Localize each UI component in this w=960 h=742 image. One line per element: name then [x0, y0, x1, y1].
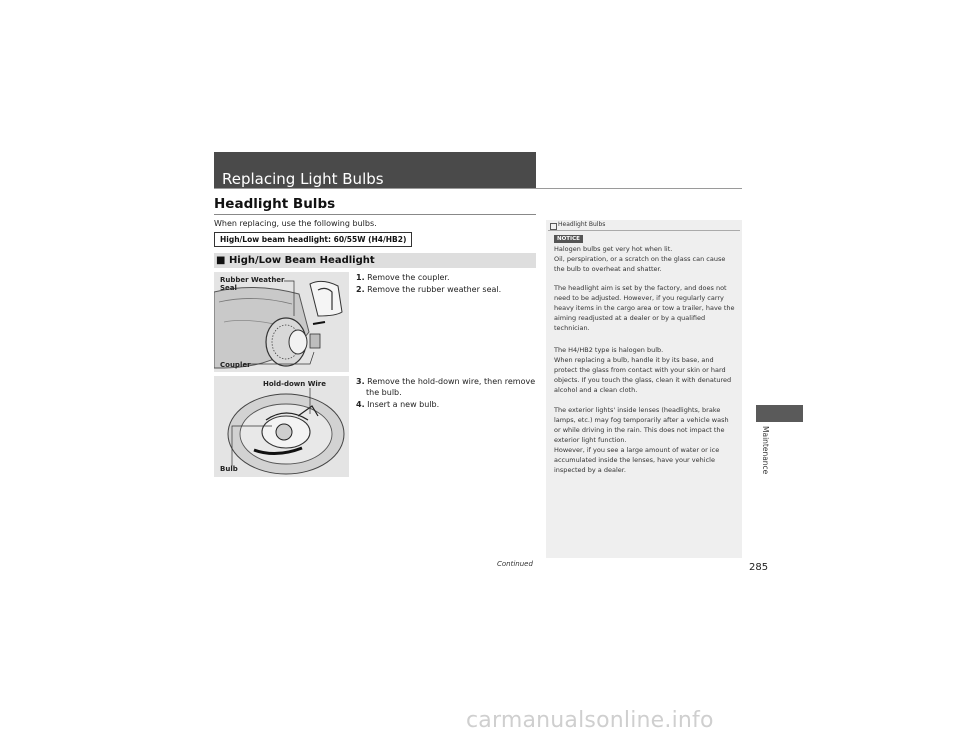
step-4 — [356, 399, 536, 410]
side-note-paragraph: The headlight aim is set by the factory, and does not need to be adjusted. However, if you regularly carry heavy items in the cargo area or tow a trailer, have the aiming readjusted at a dealer or by a qualified technician. — [554, 284, 735, 332]
page-heading: Headlight Bulbs — [214, 196, 336, 212]
figure-label-hold-down-wire: Hold-down Wire — [263, 380, 327, 388]
step-number: 4. — [356, 400, 365, 409]
step-number: 2. — [356, 285, 365, 294]
section-title: Replacing Light Bulbs — [222, 170, 384, 188]
side-notes-heading: Headlight Bulbs — [558, 221, 606, 228]
reference-icon — [550, 223, 557, 230]
figure-bulb-removal — [214, 376, 349, 477]
figure-label-rubber-seal: Rubber Weather Seal — [220, 276, 285, 292]
page-number: 285 — [749, 562, 769, 573]
subsection-title-text: High/Low Beam Headlight — [228, 255, 375, 266]
step-1 — [356, 272, 536, 283]
side-note-paragraph: The H4/HB2 type is halogen bulb. When replacing a bulb, handle it by its base, and protect the glass from contact with your skin or hard objects. If you touch the glass, clean it with denatured alcohol and a clean cloth. — [554, 346, 732, 394]
side-note-paragraph: The exterior lights' inside lenses (headlights, brake lamps, etc.) may fog temporarily after a vehicle wash or while driving in the rain. This does not impact the exterior light function. However, if you see a large amount of water or ice accumulated inside the lenses, have your vehicle inspected by a dealer. — [554, 406, 729, 474]
section-divider — [214, 188, 742, 189]
chapter-tab-label-wrap — [761, 426, 818, 475]
watermark: carmanualsonline.info — [466, 708, 714, 733]
step-number: 3. — [356, 377, 365, 386]
subsection-title — [216, 253, 375, 268]
step-text: Insert a new bulb. — [367, 400, 440, 409]
step-3 — [356, 376, 546, 398]
step-2 — [356, 284, 536, 295]
side-notes-divider — [548, 230, 740, 231]
side-note-paragraph: Halogen bulbs get very hot when lit. Oil, perspiration, or a scratch on the glass can cause the bulb to overheat and shatter. — [554, 245, 726, 273]
heading-divider — [214, 214, 536, 215]
bulb-socket-illustration-icon — [214, 376, 349, 477]
step-text: Remove the rubber weather seal. — [367, 285, 502, 294]
figure-label-bulb: Bulb — [220, 465, 238, 473]
step-text: Remove the hold-down wire, then remove the bulb. — [366, 377, 536, 397]
notice-badge: NOTICE — [554, 235, 583, 243]
bulb-spec-box: High/Low beam headlight: 60/55W (H4/HB2) — [214, 232, 412, 247]
chapter-thumb-tab — [756, 405, 803, 422]
step-text: Remove the coupler. — [367, 273, 450, 282]
chapter-tab-label: Maintenance — [761, 426, 770, 475]
continued-label: Continued — [497, 560, 533, 568]
figure-label-coupler: Coupler — [220, 361, 251, 369]
figure-coupler-removal — [214, 272, 349, 372]
intro-text: When replacing, use the following bulbs. — [214, 219, 377, 228]
step-number: 1. — [356, 273, 365, 282]
subsection-marker-icon: ■ — [216, 255, 226, 266]
